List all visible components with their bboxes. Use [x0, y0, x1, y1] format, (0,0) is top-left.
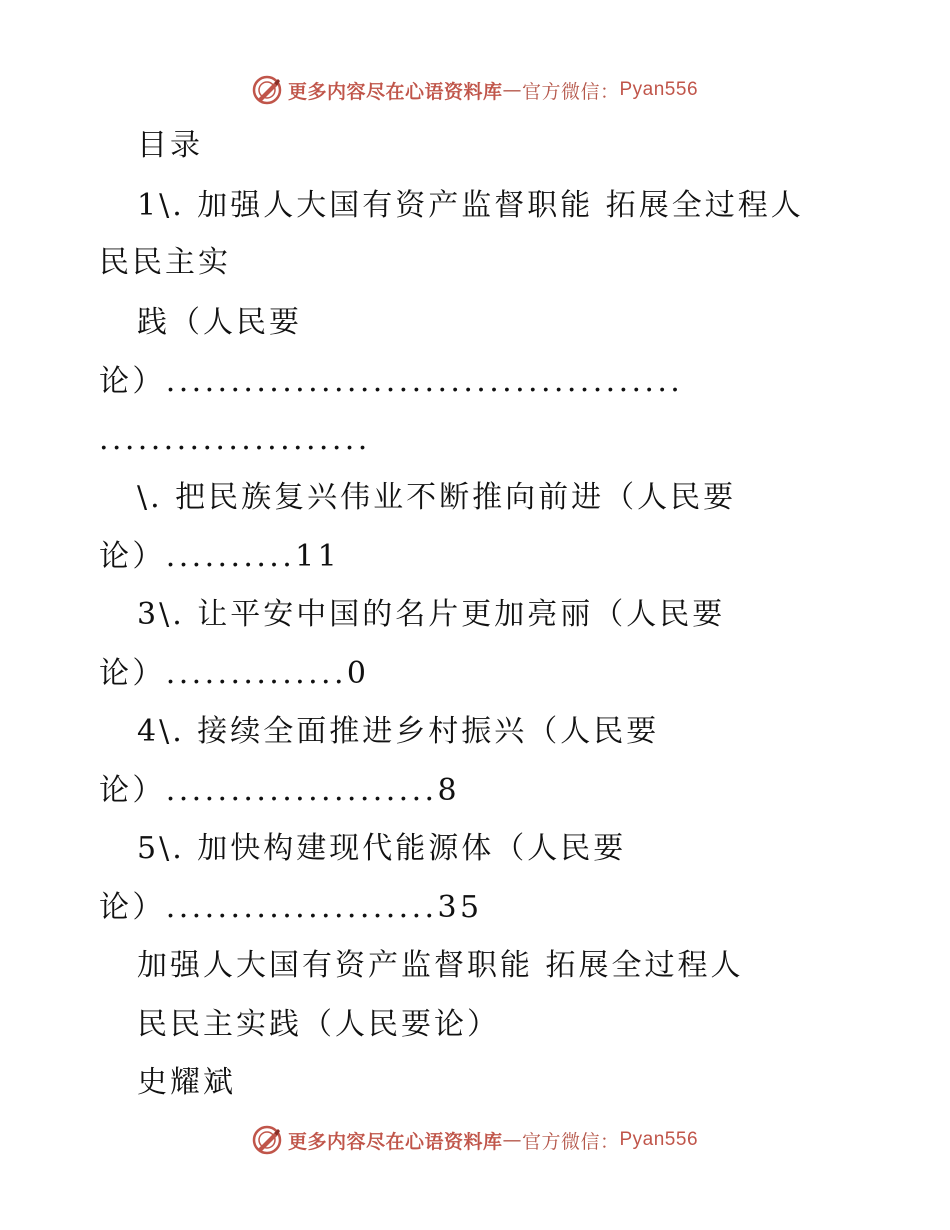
article-title-line-2: 民民主实践（人民要论）: [137, 1007, 500, 1042]
toc-item-1-line-4: 论）........................................: [99, 364, 684, 399]
toc-item-2-line-2: 论）..........11: [99, 539, 341, 574]
header-watermark-banner: [0, 70, 950, 110]
banner-dash: —: [502, 1129, 522, 1151]
toc-item-3-line-2: 论）..............0: [99, 656, 370, 691]
toc-item-3-line-1: 3\. 让平安中国的名片更加亮丽（人民要: [137, 597, 726, 632]
toc-item-5-line-2: 论）.....................35: [99, 890, 483, 925]
toc-item-4-line-1: 4\. 接续全面推进乡村振兴（人民要: [137, 714, 660, 749]
toc-item-1-line-5: .....................: [99, 422, 371, 457]
banner-wechat-label: 官方微信：: [521, 1130, 620, 1153]
banner-brand-text: 更多内容尽在心语资料库: [287, 1130, 503, 1153]
toc-item-2-line-1: \. 把民族复兴伟业不断推向前进（人民要: [137, 480, 737, 515]
toc-item-1-line-1: 1\. 加强人大国有资产监督职能 拓展全过程人: [137, 188, 804, 223]
toc-item-5-line-1: 5\. 加快构建现代能源体（人民要: [137, 831, 627, 866]
pen-logo-icon: [252, 1125, 282, 1155]
footer-watermark-banner: [0, 1120, 950, 1160]
pen-logo-icon: [252, 75, 282, 105]
article-title-line-1: 加强人大国有资产监督职能 拓展全过程人: [137, 948, 744, 983]
banner-dash: —: [502, 79, 522, 101]
banner-wechat-label: 官方微信：: [521, 80, 620, 103]
toc-heading: 目录: [137, 128, 203, 163]
banner-wechat-id: Pyan556: [619, 79, 699, 100]
toc-item-4-line-2: 论）.....................8: [99, 773, 460, 808]
toc-item-1-line-2: 民民主实: [99, 245, 231, 280]
banner-brand-text: 更多内容尽在心语资料库: [287, 80, 503, 103]
banner-wechat-id: Pyan556: [619, 1129, 699, 1150]
toc-item-1-line-3: 践（人民要: [137, 305, 302, 340]
article-author: 史耀斌: [137, 1065, 236, 1100]
